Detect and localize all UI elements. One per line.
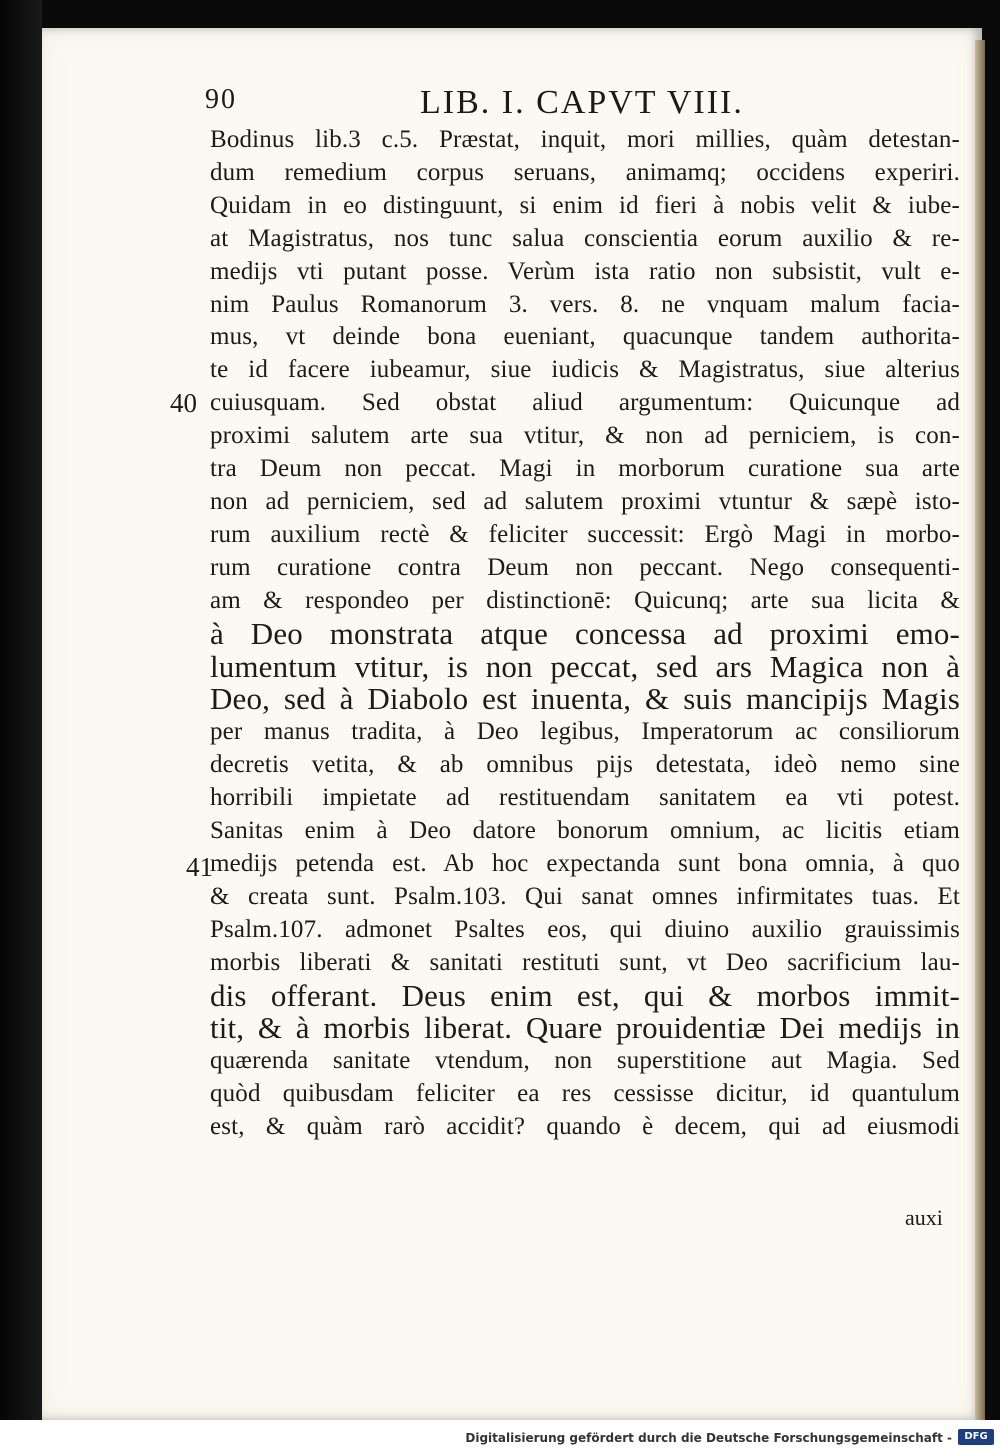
text-line: at Magistratus, nos tunc salua conscientia eorum auxilio & re-	[210, 224, 960, 252]
text-line: Quidam in eo distinguunt, si enim id fieri à nobis velit & iube-	[210, 191, 960, 219]
text-line: horribili impietate ad restituendam sanitatem ea vti potest.	[210, 784, 960, 812]
text-line: te id facere iubeamur, siue iudicis & Magistratus, siue alterius	[210, 356, 960, 384]
text-line: & creata sunt. Psalm.103. Qui sanat omnes infirmitates tuas. Et	[210, 882, 960, 910]
text-line: à Deo monstrata atque concessa ad proximi emo-	[210, 615, 960, 651]
dfg-logo-icon: DFG	[958, 1429, 994, 1445]
margin-number: 41	[186, 852, 213, 882]
text-line: Sanitas enim à Deo datore bonorum omnium, ac licitis etiam	[210, 817, 960, 845]
text-line: rum auxilium rectè & feliciter successit: Ergò Magi in morbo-	[210, 520, 960, 548]
book-binding-edge	[0, 0, 42, 1420]
text-line: cuiusquam. Sed obstat aliud argumentum: Quicunque ad	[210, 389, 960, 417]
text-line: proximi salutem arte sua vtitur, & non ad perniciem, is con-	[210, 422, 960, 450]
text-line: rum curatione contra Deum non peccant. Nego consequenti-	[210, 553, 960, 581]
catchword: auxi	[905, 1205, 943, 1230]
running-title: LIB. I. CAPVT VIII.	[420, 84, 744, 121]
text-line: Psalm.107. admonet Psaltes eos, qui diuino auxilio grauissimis	[210, 915, 960, 943]
text-line: tra Deum non peccat. Magi in morborum curatione sua arte	[210, 455, 960, 483]
text-line: morbis liberati & sanitati restituti sunt, vt Deo sacrificium lau-	[210, 948, 960, 976]
text-line: quærenda sanitate vtendum, non superstitione aut Magia. Sed	[210, 1047, 960, 1075]
text-line: non ad perniciem, sed ad salutem proximi vtuntur & sæpè isto-	[210, 487, 960, 515]
text-line: Deo, sed à Diabolo est inuenta, & suis mancipijs Magis	[210, 681, 960, 717]
text-line: medijs petenda est. Ab hoc expectanda sunt bona omnia, à quo	[210, 849, 960, 877]
footer-credit: Digitalisierung gefördert durch die Deutsche Forschungsgemeinschaft -	[465, 1431, 952, 1445]
text-line: Bodinus lib.3 c.5. Præstat, inquit, mori millies, quàm detestan-	[210, 126, 960, 153]
text-line: quòd quibusdam feliciter ea res cessisse dicitur, id quantulum	[210, 1080, 960, 1108]
text-line: am & respondeo per distinctionē: Quicunq; arte sua licita &	[210, 586, 960, 614]
text-line: lumentum vtitur, is non peccat, sed ars Magica non à	[210, 648, 960, 684]
page-header	[205, 84, 965, 124]
margin-number: 40	[170, 388, 197, 418]
body-text	[210, 124, 960, 1144]
text-line: dum remedium corpus seruans, animamq; occidens experiri.	[210, 158, 960, 186]
page-number: 90	[205, 84, 237, 115]
text-line: nim Paulus Romanorum 3. vers. 8. ne vnquam malum facia-	[210, 290, 960, 318]
text-line: tit, & à morbis liberat. Quare prouidentiæ Dei medijs in	[210, 1010, 960, 1046]
page-edge	[975, 40, 985, 1420]
text-line: decretis vetita, & ab omnibus pijs detestata, ideò nemo sine	[210, 751, 960, 779]
text-line: est, & quàm rarò accidit? quando è decem, qui ad eiusmodi	[210, 1113, 960, 1141]
text-line: per manus tradita, à Deo legibus, Imperatorum ac consiliorum	[210, 718, 960, 746]
text-line: mus, vt deinde bona eueniant, quacunque tandem authorita-	[210, 323, 960, 351]
text-line: dis offerant. Deus enim est, qui & morbos immit-	[210, 977, 960, 1013]
text-line: medijs vti putant posse. Verùm ista ratio non subsistit, vult e-	[210, 257, 960, 285]
